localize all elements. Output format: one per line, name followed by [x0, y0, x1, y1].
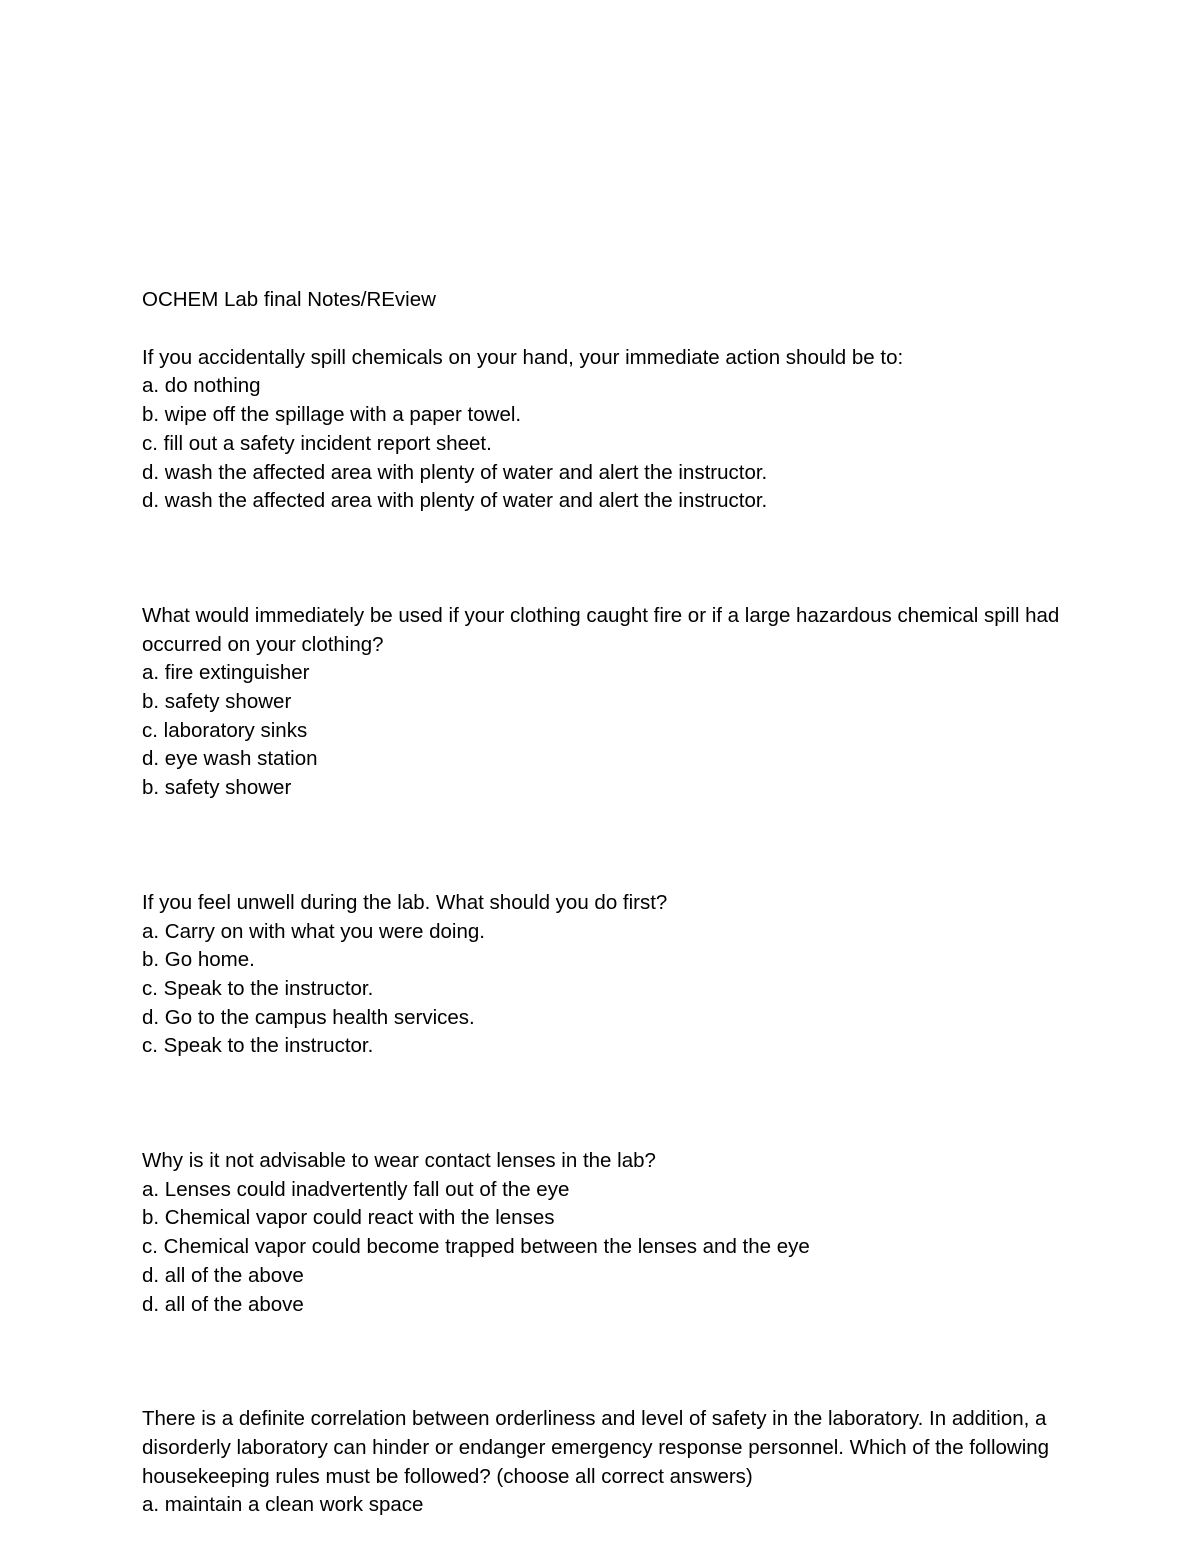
answer-option: c. Speak to the instructor. — [142, 976, 374, 1000]
document-body — [142, 286, 1082, 1520]
question-stem: Why is it not advisable to wear contact lenses in the lab? — [142, 1149, 656, 1173]
answer-option: c. fill out a safety incident report sheet. — [142, 431, 492, 455]
answer-option: b. wipe off the spillage with a paper towel. — [142, 403, 522, 427]
question-stem: What would immediately be used if your clothing caught fire or if a large hazardous chemical spill had occurred on your clothing? — [142, 603, 1060, 656]
answer-option: b. Chemical vapor could react with the lenses — [142, 1206, 555, 1230]
question-2 — [142, 602, 1082, 803]
answer-option: d. wash the affected area with plenty of water and alert the instructor. — [142, 460, 768, 484]
answer-option: c. Chemical vapor could become trapped between the lenses and the eye — [142, 1235, 810, 1259]
question-5 — [142, 1405, 1082, 1520]
answer-option: a. Carry on with what you were doing. — [142, 919, 485, 943]
question-4 — [142, 1147, 1082, 1319]
correct-answer: d. wash the affected area with plenty of water and alert the instructor. — [142, 489, 768, 513]
answer-option: d. Go to the campus health services. — [142, 1005, 475, 1029]
correct-answer: c. Speak to the instructor. — [142, 1034, 374, 1058]
correct-answer: b. safety shower — [142, 776, 292, 800]
answer-option: a. do nothing — [142, 374, 261, 398]
answer-option: a. Lenses could inadvertently fall out of the eye — [142, 1177, 570, 1201]
question-stem: There is a definite correlation between orderliness and level of safety in the laboratory. In addition, a disorderly laboratory can hinder or endanger emergency response personnel. Which of the following housekeeping rules must be followed? (choose all correct answers) — [142, 1407, 1050, 1488]
answer-option: d. all of the above — [142, 1263, 304, 1287]
answer-option: a. fire extinguisher — [142, 661, 310, 685]
question-1 — [142, 344, 1082, 516]
answer-option: b. safety shower — [142, 690, 292, 714]
correct-answer: d. all of the above — [142, 1292, 304, 1316]
answer-option: a. maintain a clean work space — [142, 1493, 424, 1517]
document-title: OCHEM Lab final Notes/REview — [142, 288, 436, 311]
question-stem: If you feel unwell during the lab. What should you do first? — [142, 890, 668, 914]
question-stem: If you accidentally spill chemicals on your hand, your immediate action should be to: — [142, 345, 904, 369]
answer-option: c. laboratory sinks — [142, 718, 308, 742]
answer-option: d. eye wash station — [142, 747, 318, 771]
question-3 — [142, 889, 1082, 1061]
answer-option: b. Go home. — [142, 948, 255, 972]
